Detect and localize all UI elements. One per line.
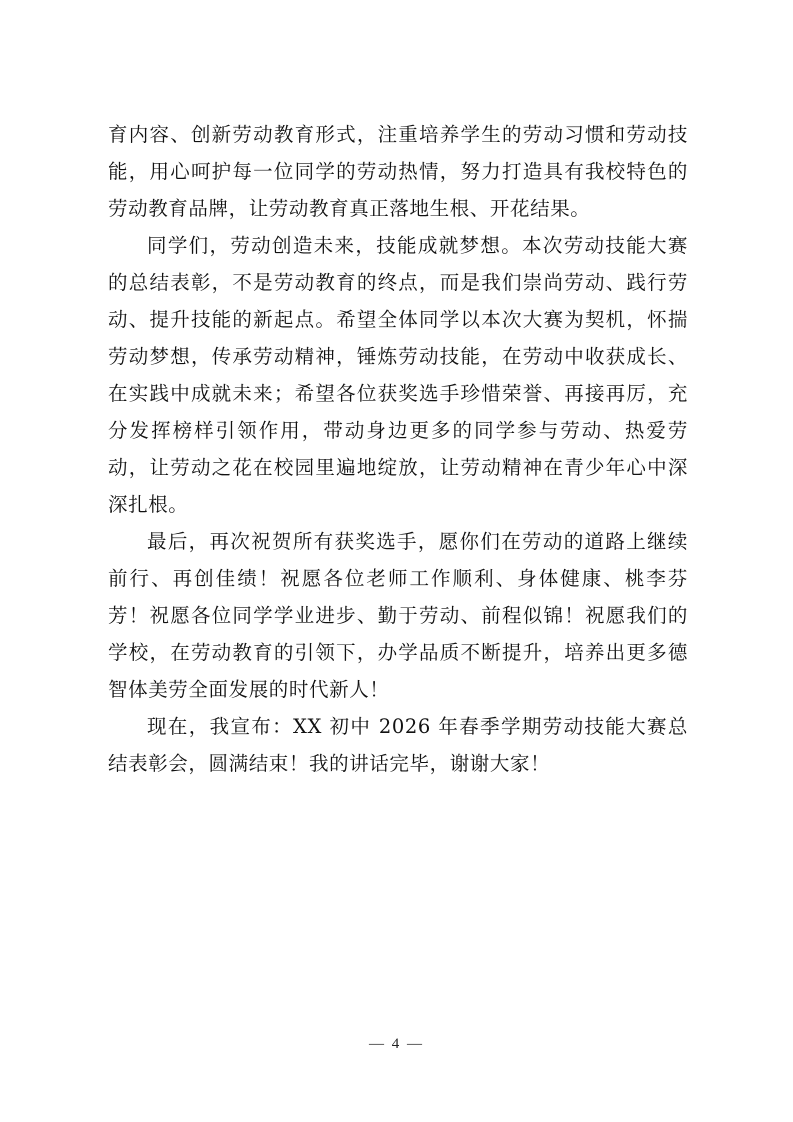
document-body [108, 116, 688, 782]
paragraph-encouragement: 同学们，劳动创造未来，技能成就梦想。本次劳动技能大赛的总结表彰，不是劳动教育的终点，而是我们崇尚劳动、践行劳动、提升技能的新起点。希望全体同学以本次大赛为契机，怀揣劳动梦想，传承劳动精神，锤炼劳动技能，在劳动中收获成长、在实践中成就未来；希望各位获奖选手珍惜荣誉、再接再厉，充分发挥榜样引领作用，带动身边更多的同学参与劳动、热爱劳动，让劳动之花在校园里遍地绽放，让劳动精神在青少年心中深深扎根。 [108, 234, 688, 516]
page-number: — 4 — [369, 1036, 424, 1052]
paragraph-congratulations: 最后，再次祝贺所有获奖选手，愿你们在劳动的道路上继续前行、再创佳绩！祝愿各位老师工作顺利、身体健康、桃李芬芳！祝愿各位同学学业进步、勤于劳动、前程似锦！祝愿我们的学校，在劳动教育的引领下，办学品质不断提升，培养出更多德智体美劳全面发展的时代新人！ [108, 530, 688, 701]
paragraph-continuation: 育内容、创新劳动教育形式，注重培养学生的劳动习惯和劳动技能，用心呵护每一位同学的劳动热情，努力打造具有我校特色的劳动教育品牌，让劳动教育真正落地生根、开花结果。 [108, 123, 688, 220]
paragraph-closing-announcement: 现在，我宣布：XX 初中 2026 年春季学期劳动技能大赛总结表彰会，圆满结束！我的讲话完毕，谢谢大家！ [108, 715, 688, 775]
